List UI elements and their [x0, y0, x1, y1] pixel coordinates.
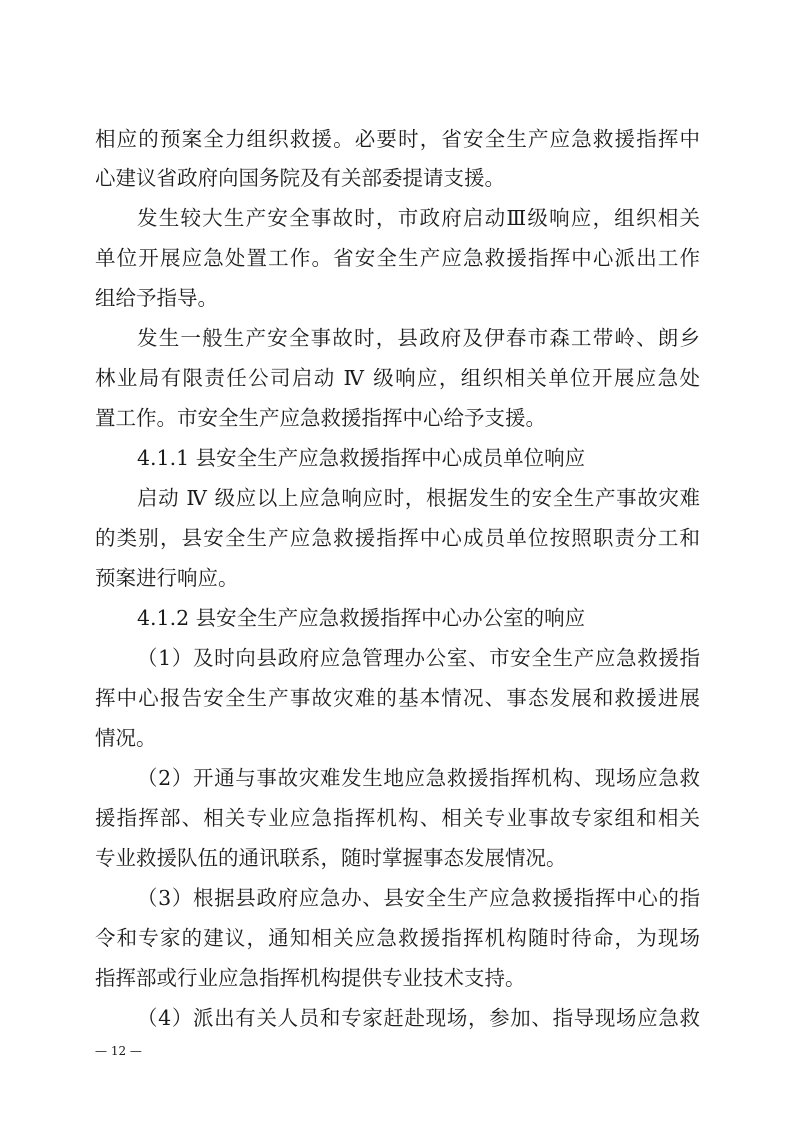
paragraph-3-line-1: 发生一般生产安全事故时，县政府及伊春市森工带岭、朗乡 — [137, 326, 700, 350]
paragraph-5-line-2: 的类别，县安全生产应急救援指挥中心成员单位按照职责分工和 — [95, 526, 700, 550]
list-item-4-line-1: （4）派出有关人员和专家赶赴现场，参加、指导现场应急救 — [137, 1006, 700, 1030]
paragraph-5-line-3: 预案进行响应。 — [95, 566, 239, 590]
page-number: — 12 — — [95, 1044, 142, 1058]
paragraph-5-line-1: 启动 Ⅳ 级应以上应急响应时，根据发生的安全生产事故灾难 — [137, 486, 700, 510]
paragraph-2-line-1: 发生较大生产安全事故时，市政府启动Ⅲ级响应，组织相关 — [137, 206, 700, 230]
list-item-3-line-1: （3）根据县政府应急办、县安全生产应急救援指挥中心的指 — [137, 886, 700, 910]
section-heading-4-1-2: 4.1.2 县安全生产应急救援指挥中心办公室的响应 — [137, 606, 586, 630]
list-item-2-line-2: 援指挥部、相关专业应急指挥机构、相关专业事故专家组和相关 — [95, 806, 700, 830]
paragraph-3-line-3: 置工作。市安全生产应急救援指挥中心给予支援。 — [95, 406, 546, 430]
paragraph-1-line-2: 心建议省政府向国务院及有关部委提请支援。 — [95, 166, 505, 190]
list-item-1-line-1: （1）及时向县政府应急管理办公室、市安全生产应急救援指 — [137, 646, 700, 670]
paragraph-2-line-3: 组给予指导。 — [95, 286, 218, 310]
paragraph-3-line-2: 林业局有限责任公司启动 Ⅳ 级响应，组织相关单位开展应急处 — [95, 366, 700, 390]
list-item-3-line-2: 令和专家的建议，通知相关应急救援指挥机构随时待命，为现场 — [95, 926, 700, 950]
list-item-2-line-3: 专业救援队伍的通讯联系，随时掌握事态发展情况。 — [95, 846, 567, 870]
list-item-2-line-1: （2）开通与事故灾难发生地应急救援指挥机构、现场应急救 — [137, 766, 700, 790]
paragraph-2-line-2: 单位开展应急处置工作。省安全生产应急救援指挥中心派出工作 — [95, 246, 700, 270]
list-item-3-line-3: 指挥部或行业应急指挥机构提供专业技术支持。 — [95, 966, 526, 990]
list-item-1-line-2: 挥中心报告安全生产事故灾难的基本情况、事态发展和救援进展 — [95, 686, 700, 710]
section-heading-4-1-1: 4.1.1 县安全生产应急救援指挥中心成员单位响应 — [137, 446, 586, 470]
list-item-1-line-3: 情况。 — [95, 726, 157, 750]
paragraph-1-line-1: 相应的预案全力组织救援。必要时，省安全生产应急救援指挥中 — [95, 127, 700, 151]
